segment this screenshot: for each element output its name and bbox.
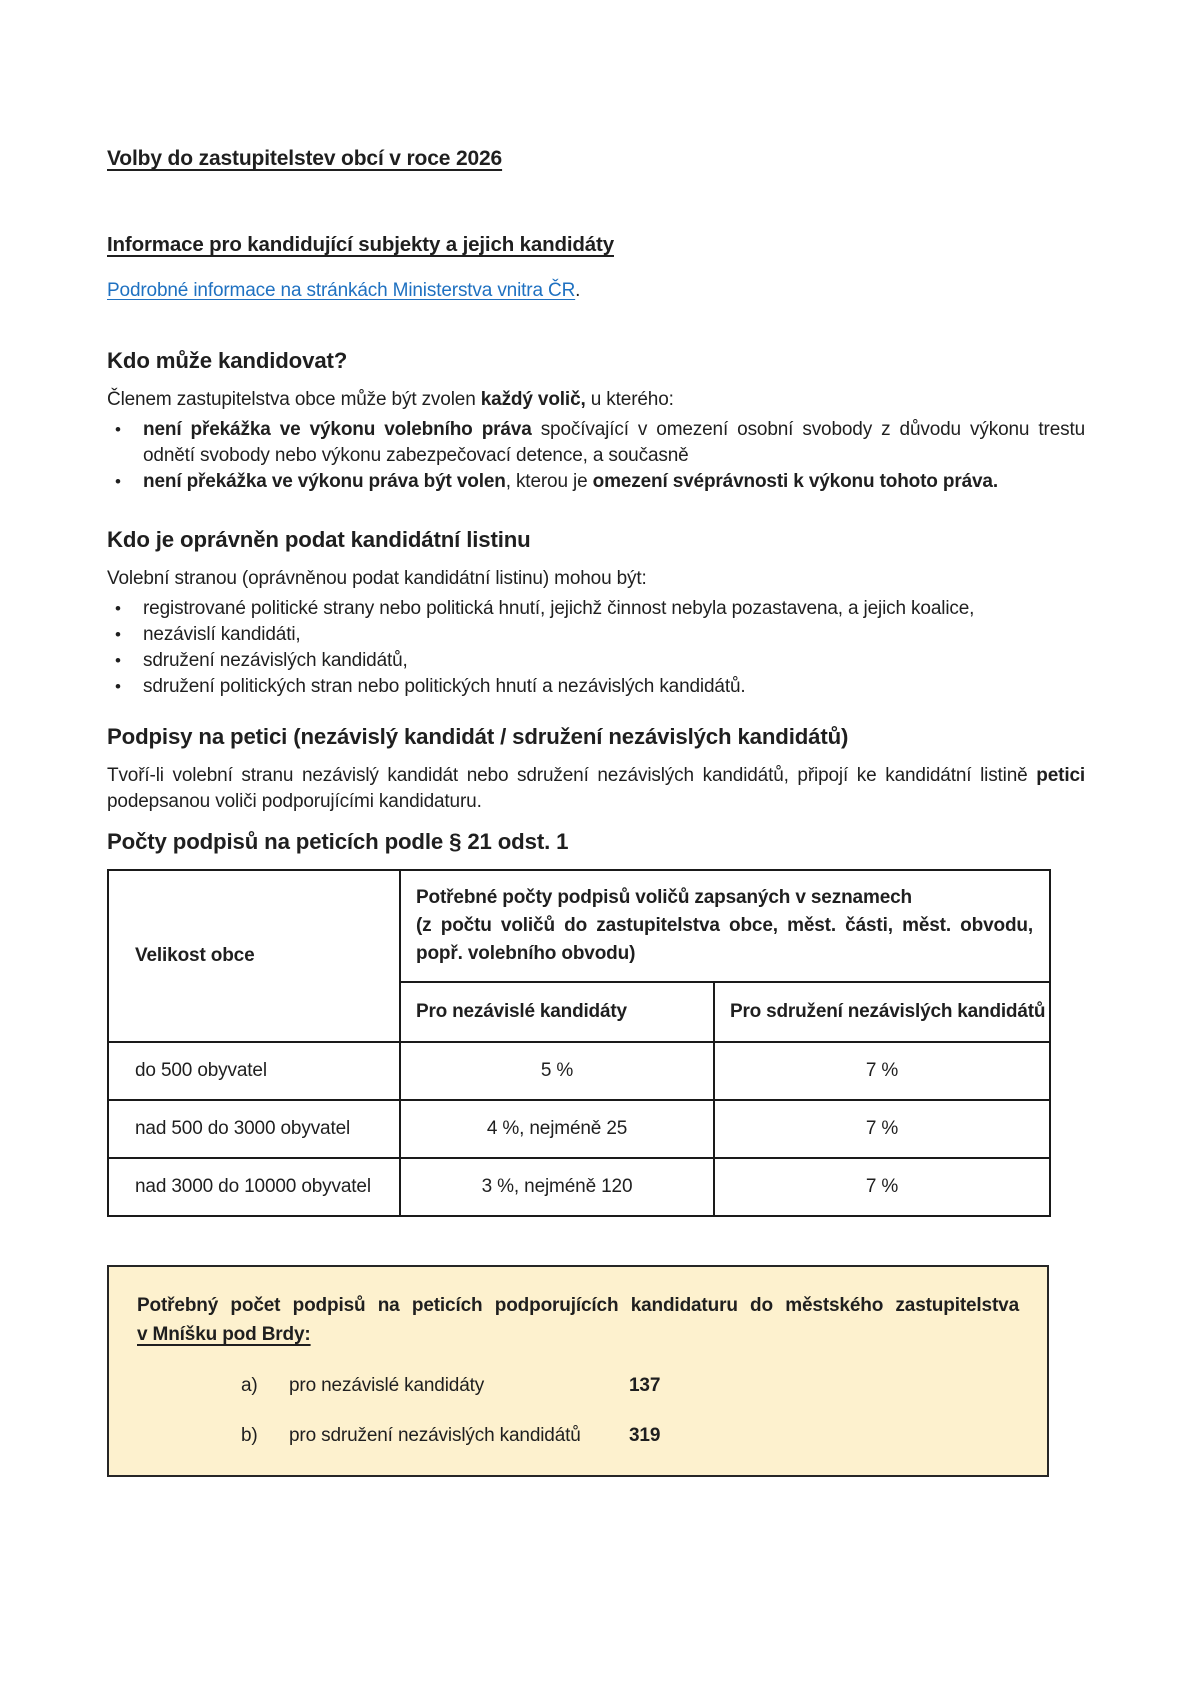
table-cell-independent: 3 %, nejméně 120 bbox=[400, 1158, 714, 1216]
petition-count-value: 319 bbox=[629, 1425, 661, 1446]
ministry-link[interactable]: Podrobné informace na stránkách Ministerstva vnitra ČR bbox=[107, 280, 576, 301]
bullet-icon: • bbox=[115, 677, 121, 696]
petition-para-bold: petici bbox=[1036, 765, 1085, 786]
petition-paragraph bbox=[107, 763, 1085, 815]
ministry-link-line bbox=[107, 278, 1085, 304]
table-row bbox=[108, 1042, 1050, 1100]
bullet2-bold2: omezení svéprávnosti k výkonu tohoto práva. bbox=[592, 471, 998, 492]
table-cell-association: 7 % bbox=[714, 1158, 1050, 1216]
table-subheader-association: Pro sdružení nezávislých kandidátů bbox=[714, 982, 1050, 1042]
entitled-intro: Volební stranou (oprávněnou podat kandidátní listinu) mohou být: bbox=[107, 568, 647, 589]
bullet-text: sdružení nezávislých kandidátů, bbox=[143, 650, 408, 671]
highlight-heading-line1: Potřebný počet podpisů na peticích podporujících kandidaturu do městského zastupitelstva bbox=[137, 1295, 1019, 1316]
entitled-bullet-list bbox=[107, 596, 1085, 700]
table-cell-independent: 4 %, nejméně 25 bbox=[400, 1100, 714, 1158]
table-header-municipality-size: Velikost obce bbox=[108, 870, 400, 1042]
bullet-item bbox=[107, 648, 1085, 674]
table-row bbox=[108, 1158, 1050, 1216]
bullet2-bold: není překážka ve výkonu práva být volen bbox=[143, 471, 506, 492]
page-title: Volby do zastupitelstev obcí v roce 2026 bbox=[107, 147, 503, 170]
bullet-icon: • bbox=[115, 625, 121, 644]
bullet-text bbox=[143, 469, 1085, 495]
table-cell-size: nad 3000 do 10000 obyvatel bbox=[108, 1158, 400, 1216]
who-can-run-bullet-list bbox=[107, 417, 1085, 495]
bullet1-bold: není překážka ve výkonu volebního práva bbox=[143, 419, 532, 440]
table-cell-association: 7 % bbox=[714, 1100, 1050, 1158]
heading-petition-signatures: Podpisy na petici (nezávislý kandidát / sdružení nezávislých kandidátů) bbox=[107, 724, 849, 749]
table-header-required-counts bbox=[400, 870, 1050, 982]
bullet-icon: • bbox=[115, 651, 121, 670]
bullet-item bbox=[107, 417, 1085, 469]
bullet-text: sdružení politických stran nebo politických hnutí a nezávislých kandidátů. bbox=[143, 676, 746, 697]
bullet-item bbox=[107, 596, 1085, 622]
intro-bold: každý volič, bbox=[480, 389, 586, 410]
petition-count-item bbox=[241, 1423, 1019, 1449]
table-cell-association: 7 % bbox=[714, 1042, 1050, 1100]
heading-entitled: Kdo je oprávněn podat kandidátní listinu bbox=[107, 527, 531, 552]
intro-regular: Členem zastupitelstva obce může být zvolen bbox=[107, 389, 481, 410]
bullet-item bbox=[107, 674, 1085, 700]
bullet-item bbox=[107, 469, 1085, 495]
heading-who-can-run: Kdo může kandidovat? bbox=[107, 348, 348, 373]
table-header-line2: (z počtu voličů do zastupitelstva obce, měst. části, měst. obvodu, popř. volebního obvodu) bbox=[416, 915, 1033, 964]
table-cell-size: nad 500 do 3000 obyvatel bbox=[108, 1100, 400, 1158]
table-header-row bbox=[108, 870, 1050, 982]
heading-signature-counts: Počty podpisů na peticích podle § 21 odst. 1 bbox=[107, 829, 569, 854]
table-row bbox=[108, 1100, 1050, 1158]
bullet-icon: • bbox=[115, 420, 121, 439]
highlight-heading-line2-wrap bbox=[137, 1324, 311, 1345]
bullet-text: nezávislí kandidáti, bbox=[143, 624, 301, 645]
bullet-item bbox=[107, 622, 1085, 648]
section-heading-info: Informace pro kandidující subjekty a jejich kandidáty bbox=[107, 233, 614, 256]
highlight-box-heading bbox=[137, 1291, 1019, 1349]
bullet-text: registrované politické strany nebo politická hnutí, jejichž činnost nebyla pozastavena, a jejich koalice, bbox=[143, 598, 975, 619]
bullet2-mid: , kterou je bbox=[505, 471, 593, 492]
petition-count-value: 137 bbox=[629, 1375, 661, 1396]
petition-item-text: pro nezávislé kandidáty bbox=[289, 1375, 485, 1396]
petition-para-pre: Tvoří-li volební stranu nezávislý kandidát nebo sdružení nezávislých kandidátů, připojí ke kandidátní listině bbox=[107, 765, 1037, 786]
bullet-icon: • bbox=[115, 599, 121, 618]
bullet-text bbox=[143, 417, 1085, 469]
table-subheader-independent: Pro nezávislé kandidáty bbox=[400, 982, 714, 1042]
petition-count-item bbox=[241, 1373, 1019, 1399]
petition-item-label: a) bbox=[241, 1375, 258, 1396]
petition-para-tail: podepsanou voliči podporujícími kandidaturu. bbox=[107, 791, 482, 812]
intro-tail: u kterého: bbox=[585, 389, 674, 410]
highlight-heading-line2: v Mníšku pod Brdy: bbox=[137, 1324, 311, 1345]
signature-counts-table bbox=[107, 869, 1051, 1217]
petition-item-label: b) bbox=[241, 1425, 258, 1446]
highlight-box bbox=[107, 1265, 1049, 1477]
bullet1-rest: spočívající v omezení osobní svobody z důvodu výkonu trestu odnětí svobody nebo výkonu zabezpečovací detence, a současně bbox=[143, 419, 1086, 466]
petition-item-text: pro sdružení nezávislých kandidátů bbox=[289, 1425, 581, 1446]
bullet-icon: • bbox=[115, 472, 121, 491]
table-cell-size: do 500 obyvatel bbox=[108, 1042, 400, 1100]
table-cell-independent: 5 % bbox=[400, 1042, 714, 1100]
table-header-line1: Potřebné počty podpisů voličů zapsaných v seznamech bbox=[416, 887, 912, 908]
who-can-run-intro bbox=[107, 387, 1085, 413]
link-suffix: . bbox=[575, 280, 581, 301]
